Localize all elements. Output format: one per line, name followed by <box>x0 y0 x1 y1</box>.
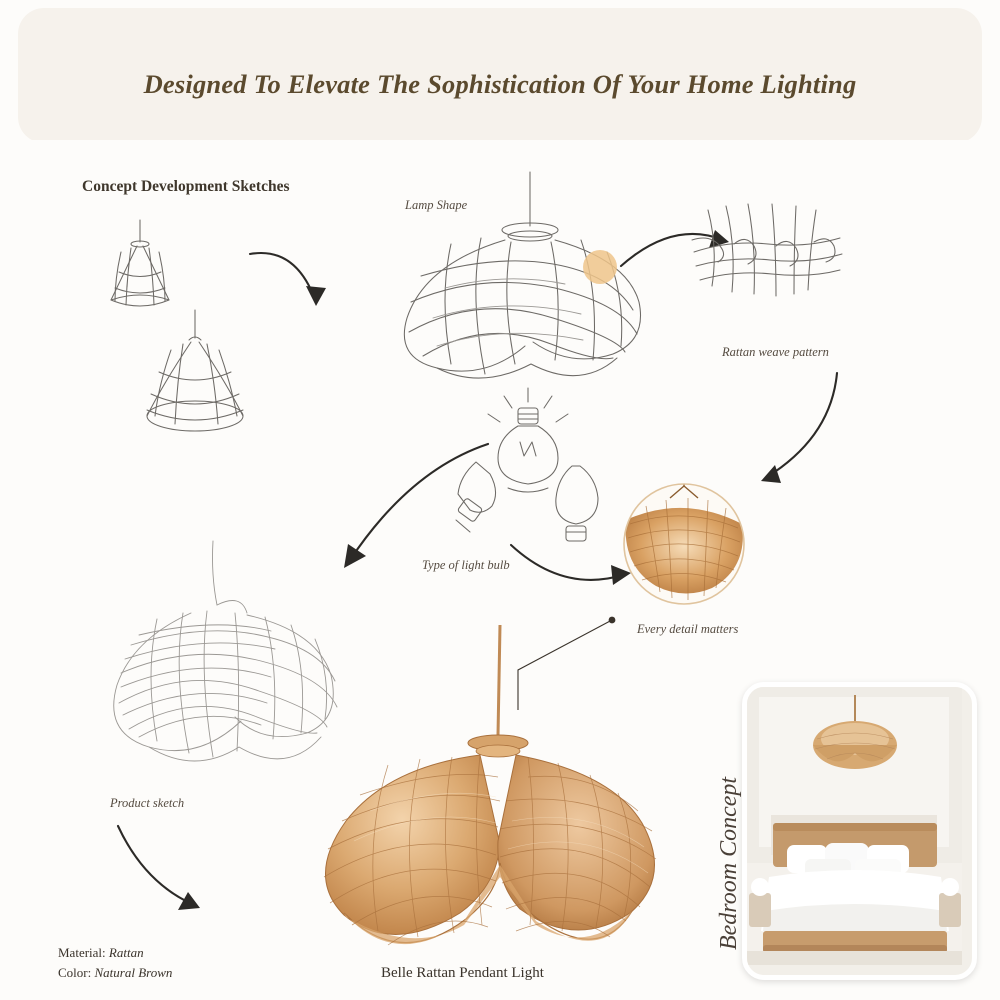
detail-closeup-image <box>620 480 750 610</box>
spec-color-value: Natural Brown <box>94 965 173 980</box>
arrow-sketch-to-specs <box>110 820 230 940</box>
spec-color-label: Color: <box>58 965 92 980</box>
spec-material-label: Material: <box>58 945 106 960</box>
arrow-sketch-to-lampshape <box>240 240 370 350</box>
spec-color <box>58 965 172 981</box>
arrow-weave-to-detail <box>745 365 855 505</box>
hero-product-image <box>300 625 680 955</box>
annotation-lamp-shape: Lamp Shape <box>405 198 468 212</box>
annotation-rattan-weave: Rattan weave pattern <box>722 345 829 359</box>
rattan-weave-sketch <box>690 200 850 340</box>
bedroom-scene <box>747 687 962 965</box>
annotation-every-detail: Every detail matters <box>637 622 739 636</box>
spec-material <box>58 945 144 961</box>
product-caption: Belle Rattan Pendant Light <box>381 965 544 981</box>
diagram-canvas <box>0 140 1000 1000</box>
accent-dot <box>583 250 617 284</box>
bedroom-concept-photo <box>742 682 977 980</box>
concept-sketches-title: Concept Development Sketches <box>82 178 290 195</box>
spec-material-value: Rattan <box>108 945 144 960</box>
annotation-product-sketch: Product sketch <box>110 796 185 810</box>
page-title: Designed To Elevate The Sophistication Of Your Home Lighting <box>143 69 857 99</box>
annotation-light-bulb: Type of light bulb <box>422 558 510 572</box>
bedroom-concept-label: Bedroom Concept <box>716 776 742 950</box>
header-banner <box>18 8 982 143</box>
